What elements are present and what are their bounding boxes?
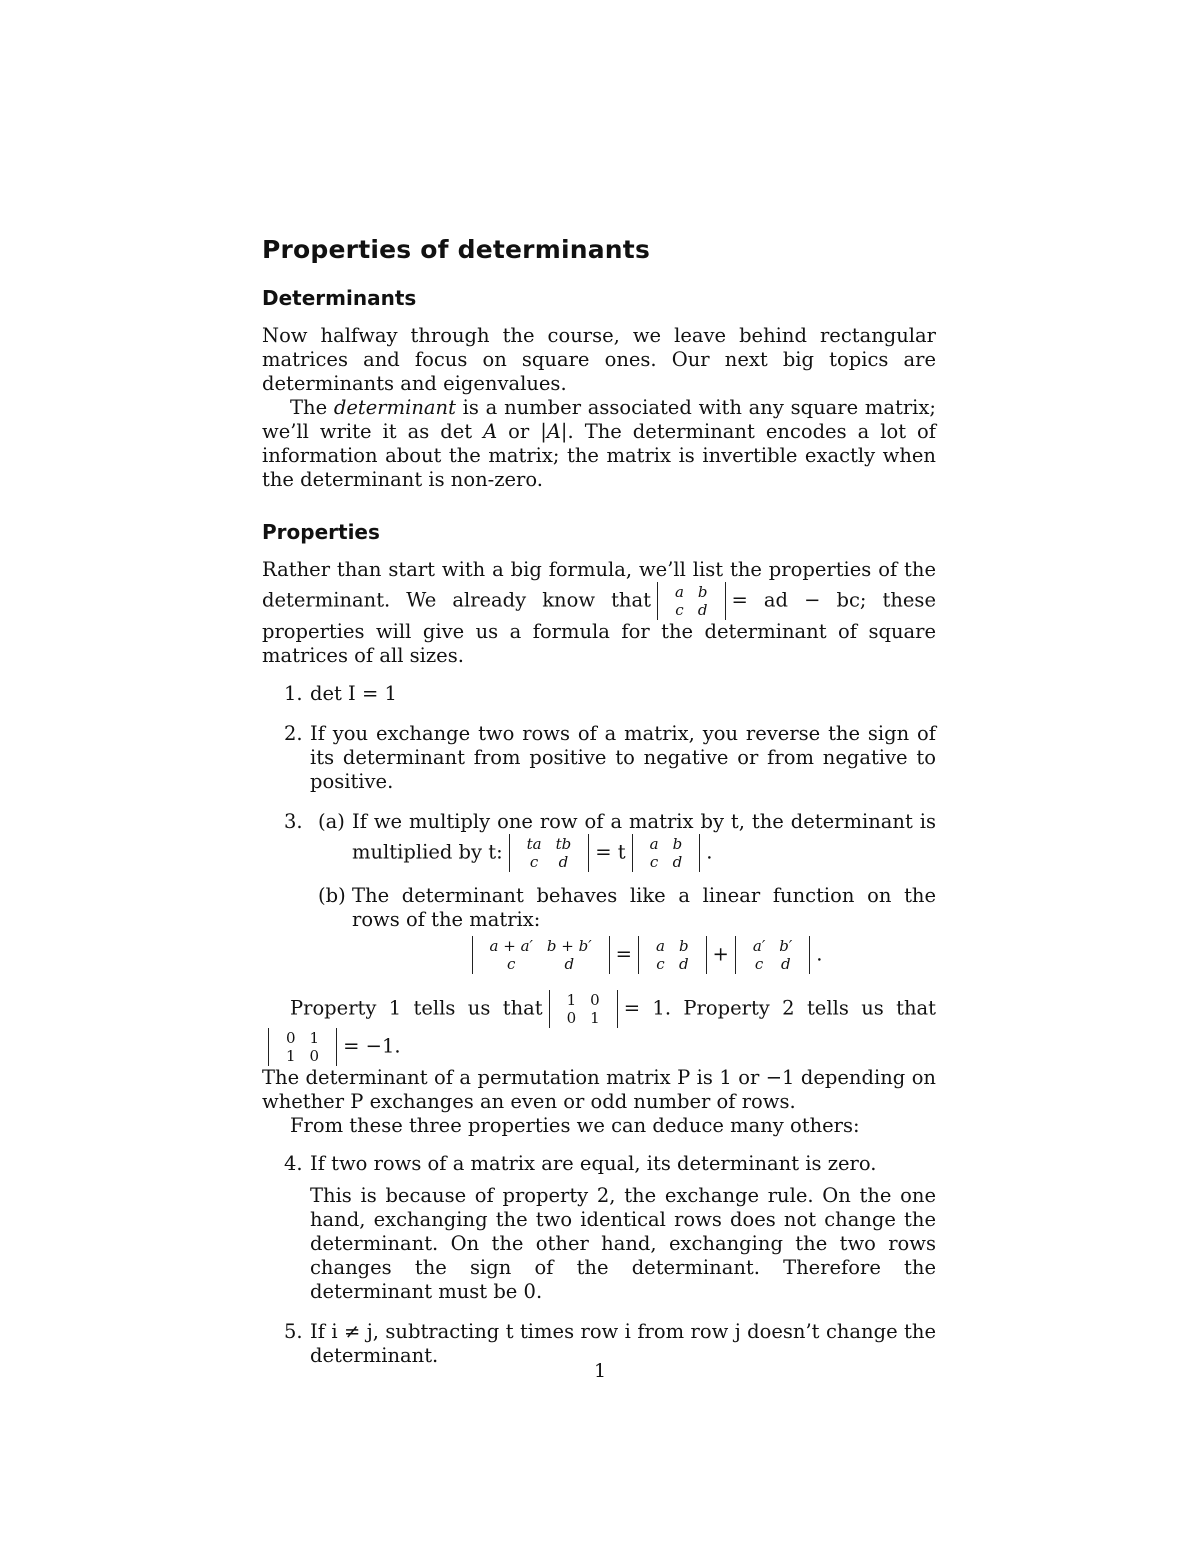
matrix-entry: 0 xyxy=(566,1009,577,1027)
matrix-row xyxy=(649,937,696,955)
term-determinant: determinant xyxy=(333,396,456,419)
matrix-row xyxy=(746,937,799,955)
list-item: 3. (a) If we multiply one row of a matrix by t, the determinant is multiplied by t: ta tb c d = t a b c d . (b) The determinant behaves like a linear function on the rows of the matrix: a + a′ b + b′ c d = a b c d + a′ b′ c d . xyxy=(284,810,936,973)
matrix-entry: a xyxy=(674,583,684,601)
determinant-primed xyxy=(735,936,810,974)
matrix-entry: b′ xyxy=(779,937,793,955)
matrix-table xyxy=(279,1029,326,1065)
matrix-entry: a + a′ xyxy=(489,937,533,955)
determinant-identity xyxy=(549,990,618,1028)
determinant-abcd xyxy=(632,834,701,872)
matrix-table xyxy=(668,583,715,619)
matrix-entry: d xyxy=(672,853,683,871)
matrix-entry: ta xyxy=(526,835,542,853)
matrix-entry: d xyxy=(678,955,689,973)
matrix-row xyxy=(649,955,696,973)
paragraph-deduce: From these three properties we can deduce many others: xyxy=(290,1114,860,1137)
section-heading-properties: Properties xyxy=(262,520,380,544)
matrix-entry: c xyxy=(529,853,539,871)
matrix-entry: c xyxy=(754,955,764,973)
matrix-row xyxy=(560,1009,607,1027)
matrix-entry: d xyxy=(780,955,791,973)
paragraph-properties-intro: Rather than start with a big formula, we’ll list the properties of the determinant. We already know that a b c d = ad − bc; these properties will give us a formula for the determinant of square matrices of all sizes. xyxy=(262,558,936,667)
matrix-row xyxy=(520,853,579,871)
matrix-entry: c xyxy=(675,601,684,619)
matrix-entry: 0 xyxy=(590,991,600,1009)
matrix-entry: c xyxy=(649,853,659,871)
matrix-entry: a xyxy=(649,835,659,853)
matrix-table xyxy=(746,937,799,973)
matrix-entry: d xyxy=(697,601,708,619)
page-content xyxy=(262,235,937,1384)
matrix-entry: c xyxy=(507,955,516,973)
matrix-entry: 1 xyxy=(566,991,577,1009)
determinant-abcd xyxy=(638,936,707,974)
matrix-entry: b xyxy=(672,835,683,853)
matrix-entry: b + b′ xyxy=(546,937,592,955)
paragraph-intro: Now halfway through the course, we leave behind rectangular matrices and focus on square ones. Our next big topics are determinants and eigenvalues. xyxy=(262,324,936,395)
list-item: 4. If two rows of a matrix are equal, its determinant is zero. This is because of property 2, the exchange rule. On the one hand, exchanging the two identical rows does not change the determinant. On the other hand, exchanging the two rows changes the sign of the determinant. Therefore the determinant must be 0. xyxy=(284,1152,936,1303)
matrix-row xyxy=(560,991,607,1009)
matrix-entry: 1 xyxy=(286,1047,296,1065)
properties-list-continued xyxy=(262,1152,936,1368)
matrix-row xyxy=(643,835,690,853)
list-item: 1. det I = 1 xyxy=(284,682,397,705)
sub-item-a: (a) If we multiply one row of a matrix by t, the determinant is multiplied by t: ta tb c d = t a b c d . xyxy=(318,810,936,871)
section-heading-determinants: Determinants xyxy=(262,286,417,310)
linearity-equation: a + a′ b + b′ c d = a b c d + a′ b′ c d . xyxy=(352,936,936,974)
page-title: Properties of determinants xyxy=(262,235,651,264)
matrix-row xyxy=(279,1047,326,1065)
item-explanation: This is because of property 2, the exchange rule. On the one hand, exchanging the two identical rows does not change the determinant. On the other hand, exchanging the two rows changes the sign of the determinant. Therefore the determinant must be 0. xyxy=(310,1184,936,1303)
matrix-entry: a′ xyxy=(752,937,766,955)
determinant-tatb xyxy=(509,834,590,872)
paragraph-property-consequences: Property 1 tells us that 1 0 0 1 = 1. Property 2 tells us that 0 1 1 0 = −1. xyxy=(262,990,936,1066)
matrix-entry: tb xyxy=(555,835,572,853)
matrix-row xyxy=(746,955,799,973)
list-item: 5. If i ≠ j, subtracting t times row i from row j doesn’t change the determinant. xyxy=(284,1320,936,1367)
matrix-entry: b xyxy=(697,583,708,601)
matrix-row xyxy=(279,1029,326,1047)
matrix-table xyxy=(520,835,579,871)
matrix-entry: 1 xyxy=(309,1029,320,1047)
matrix-entry: b xyxy=(678,937,689,955)
matrix-table xyxy=(643,835,690,871)
properties-list xyxy=(262,682,936,974)
determinant-swap xyxy=(268,1028,337,1066)
matrix-entry: 0 xyxy=(309,1047,320,1065)
matrix-row xyxy=(520,835,579,853)
matrix-entry: a xyxy=(655,937,665,955)
sub-item-b: (b) The determinant behaves like a linear function on the rows of the matrix: a + a′ b + b′ c d = a b c d + a′ b′ c d . xyxy=(318,884,936,973)
matrix-row xyxy=(643,853,690,871)
list-item: 2. If you exchange two rows of a matrix, you reverse the sign of its determinant from positive to negative or from negative to positive. xyxy=(284,722,936,793)
matrix-entry: 0 xyxy=(286,1029,296,1047)
matrix-table xyxy=(483,937,599,973)
paragraph-permutation: The determinant of a permutation matrix P is 1 or −1 depending on whether P exchanges an even or odd number of rows. xyxy=(262,1066,936,1113)
matrix-entry: d xyxy=(564,955,575,973)
determinant-sum xyxy=(472,936,610,974)
matrix-entry: d xyxy=(558,853,569,871)
paragraph-definition: The determinant is a number associated with any square matrix; we’ll write it as det A or |A|. The determinant encodes a lot of information about the matrix; the matrix is invertible exactly when the determinant is non-zero. xyxy=(262,396,937,491)
matrix-row xyxy=(483,955,599,973)
determinant-abcd xyxy=(657,582,726,620)
matrix-row xyxy=(668,601,715,619)
matrix-entry: 1 xyxy=(590,1009,600,1027)
matrix-table xyxy=(649,937,696,973)
matrix-table xyxy=(560,991,607,1027)
matrix-entry: c xyxy=(656,955,665,973)
matrix-row xyxy=(483,937,599,955)
matrix-row xyxy=(668,583,715,601)
page-number: 1 xyxy=(593,1360,607,1382)
